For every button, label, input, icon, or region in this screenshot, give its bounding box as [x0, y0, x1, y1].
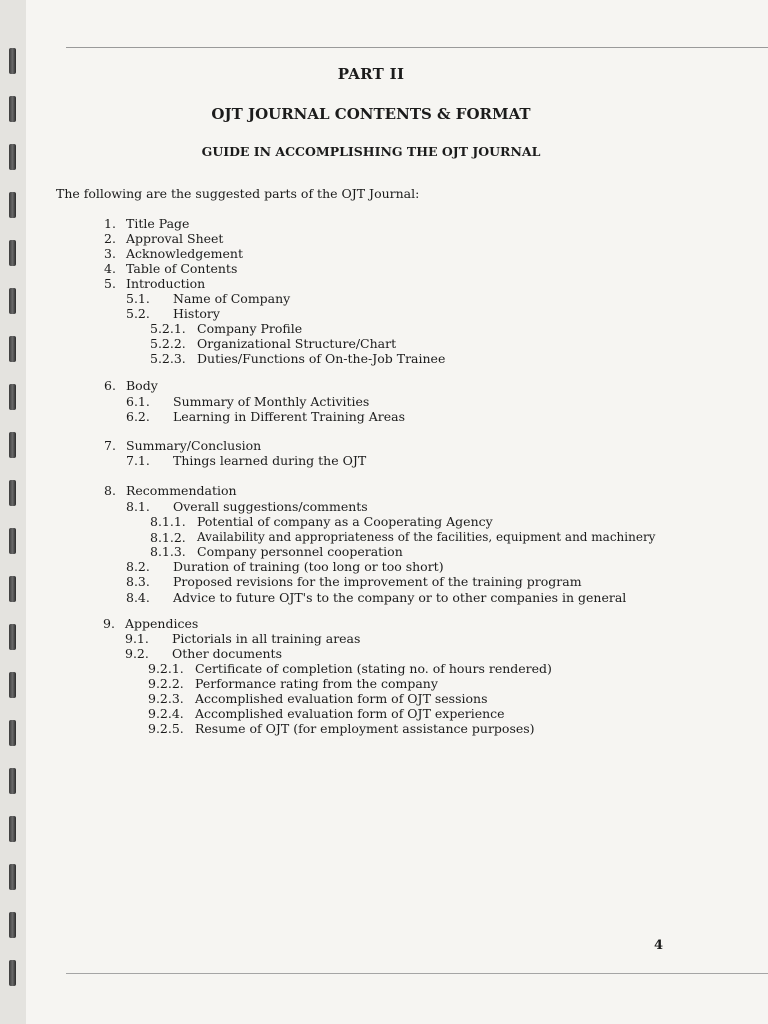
binder-ring: [9, 192, 16, 218]
item-text: Organizational Structure/Chart: [197, 336, 397, 351]
binder-ring: [9, 576, 16, 602]
item-number: 5.: [104, 276, 116, 291]
item-text: Name of Company: [173, 291, 291, 306]
item-text: Other documents: [172, 646, 282, 661]
item-number: 8.4.: [126, 590, 150, 605]
binder-ring: [9, 624, 16, 650]
item-text: Accomplished evaluation form of OJT experience: [195, 706, 505, 721]
item-number: 7.: [104, 438, 116, 453]
item-text: Acknowledgement: [126, 246, 243, 261]
item-text: Performance rating from the company: [195, 676, 438, 691]
item-number: 5.2.1.: [150, 321, 186, 336]
binder-ring: [9, 528, 16, 554]
item-text: Accomplished evaluation form of OJT sessions: [195, 691, 488, 706]
binder-ring: [9, 672, 16, 698]
binder-ring: [9, 144, 16, 170]
binder-ring: [9, 480, 16, 506]
item-text: Overall suggestions/comments: [173, 499, 368, 514]
binder-ring: [9, 816, 16, 842]
item-number: 9.2.: [125, 646, 149, 661]
item-number: 9.2.2.: [148, 676, 184, 691]
item-number: 6.2.: [126, 409, 150, 424]
item-text: Certificate of completion (stating no. of hours rendered): [195, 661, 552, 676]
binder-ring: [9, 768, 16, 794]
item-text: Advice to future OJT's to the company or to other companies in general: [173, 590, 627, 605]
item-number: 9.2.5.: [148, 721, 184, 736]
item-text: Duties/Functions of On-the-Job Trainee: [197, 351, 446, 366]
item-number: 9.1.: [125, 631, 149, 646]
item-number: 2.: [104, 231, 116, 246]
item-text: Summary of Monthly Activities: [173, 394, 370, 409]
item-text: Title Page: [126, 216, 190, 231]
binder-ring: [9, 48, 16, 74]
item-number: 8.2.: [126, 559, 150, 574]
item-text: Approval Sheet: [126, 231, 224, 246]
item-number: 8.1.2.: [150, 530, 186, 545]
item-text: Company Profile: [197, 321, 303, 336]
guide-title: GUIDE IN ACCOMPLISHING THE OJT JOURNAL: [201, 144, 541, 159]
item-number: 6.1.: [126, 394, 150, 409]
item-number: 8.1.1.: [150, 514, 186, 529]
item-text: Pictorials in all training areas: [172, 631, 361, 646]
item-number: 5.1.: [126, 291, 150, 306]
item-text: Summary/Conclusion: [126, 438, 262, 453]
item-text: Availability and appropriateness of the facilities, equipment and machinery: [197, 530, 656, 544]
item-number: 1.: [104, 216, 116, 231]
binder-ring: [9, 384, 16, 410]
bottom-rule: [66, 973, 768, 974]
item-number: 9.2.3.: [148, 691, 184, 706]
page-number: 4: [654, 938, 664, 953]
item-text: History: [173, 306, 220, 321]
binder-ring: [9, 240, 16, 266]
binder-ring: [9, 96, 16, 122]
item-text: Duration of training (too long or too short): [173, 559, 444, 574]
item-text: Table of Contents: [126, 261, 238, 276]
item-text: Things learned during the OJT: [173, 453, 367, 468]
item-text: Resume of OJT (for employment assistance purposes): [195, 721, 535, 736]
binder-ring: [9, 432, 16, 458]
item-text: Potential of company as a Cooperating Agency: [197, 514, 493, 529]
item-text: Proposed revisions for the improvement of the training program: [173, 574, 582, 589]
item-number: 8.3.: [126, 574, 150, 589]
binder-ring: [9, 288, 16, 314]
item-number: 5.2.3.: [150, 351, 186, 366]
item-text: Company personnel cooperation: [197, 544, 403, 559]
item-number: 8.1.: [126, 499, 150, 514]
item-number: 9.: [103, 616, 115, 631]
item-number: 5.2.2.: [150, 336, 186, 351]
item-number: 9.2.4.: [148, 706, 184, 721]
item-text: Body: [126, 378, 158, 393]
binder-edge: [0, 0, 26, 1024]
item-number: 4.: [104, 261, 116, 276]
item-number: 5.2.: [126, 306, 150, 321]
binder-ring: [9, 864, 16, 890]
part-title: PART II: [337, 65, 405, 83]
item-number: 8.: [104, 483, 116, 498]
binder-ring: [9, 912, 16, 938]
binder-ring: [9, 336, 16, 362]
intro-text: The following are the suggested parts of the OJT Journal:: [56, 186, 420, 201]
item-number: 3.: [104, 246, 116, 261]
top-rule: [66, 47, 768, 48]
item-number: 8.1.3.: [150, 544, 186, 559]
document-page: [26, 0, 768, 1024]
item-text: Recommendation: [126, 483, 237, 498]
item-number: 7.1.: [126, 453, 150, 468]
item-number: 9.2.1.: [148, 661, 184, 676]
item-number: 6.: [104, 378, 116, 393]
item-text: Introduction: [126, 276, 206, 291]
item-text: Learning in Different Training Areas: [173, 409, 406, 424]
binder-ring: [9, 960, 16, 986]
binder-ring: [9, 720, 16, 746]
item-text: Appendices: [125, 616, 199, 631]
section-title: OJT JOURNAL CONTENTS & FORMAT: [211, 105, 531, 123]
